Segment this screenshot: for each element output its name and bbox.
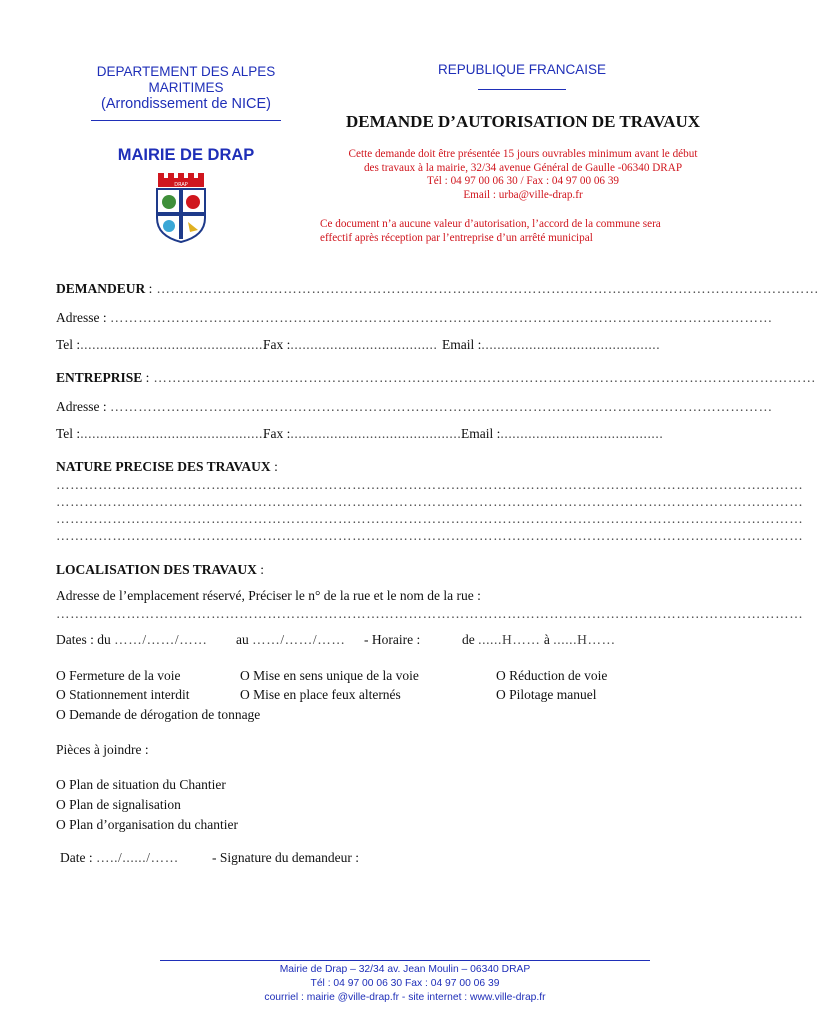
footer-line-3: courriel : mairie @ville-drap.fr - site internet : www.ville-drap.fr	[264, 992, 546, 1003]
email-link[interactable]: urba@ville-drap.fr	[498, 188, 583, 201]
department-line-1: DEPARTEMENT DES ALPES	[96, 64, 276, 79]
arrondissement: (Arrondissement de NICE)	[100, 96, 272, 112]
fax-label: Fax :	[263, 426, 291, 441]
horaire-label: - Horaire :	[364, 632, 421, 647]
demandeur-label: DEMANDEUR	[56, 281, 146, 296]
nature-line-2[interactable]: ……………………………………………………………………………………………………………………………………………	[56, 494, 804, 509]
notice-line-1: Cette demande doit être présentée 15 jours ouvrables minimum avant le début	[348, 148, 698, 160]
demandeur-email[interactable]: Email :.............................................	[442, 337, 661, 352]
demandeur-address-field[interactable]: ……………………………………………………………………………………………………………………………	[110, 310, 773, 325]
demandeur-row[interactable]: DEMANDEUR : ……………………………………………………………………………………………………………………………	[56, 281, 819, 296]
republique-block	[400, 62, 644, 90]
notice-line-2: des travaux à la mairie, 32/34 avenue Général de Gaulle -06340 DRAP	[363, 161, 683, 174]
demandeur-contact-row	[56, 337, 678, 355]
date-to[interactable]: au ……/……/……	[236, 632, 346, 647]
dates-row	[56, 632, 678, 650]
option-fermeture[interactable]: O Fermeture de la voie	[56, 668, 181, 683]
nature-line-3[interactable]: ……………………………………………………………………………………………………………………………………………	[56, 511, 804, 526]
option-stationnement[interactable]: O Stationnement interdit	[56, 687, 190, 702]
nature-line-1[interactable]: ……………………………………………………………………………………………………………………………………………	[56, 477, 804, 492]
mairie-title: MAIRIE DE DRAP	[117, 146, 255, 164]
fax-label: Fax :	[263, 337, 291, 352]
option-sens-unique[interactable]: O Mise en sens unique de la voie	[240, 668, 419, 683]
radio-icon[interactable]: O	[496, 668, 506, 683]
notice-email	[308, 189, 738, 203]
date-from[interactable]: Dates : du ……/……/……	[56, 632, 208, 647]
option-reduction[interactable]: O Réduction de voie	[496, 668, 608, 683]
page-title: DEMANDE D’AUTORISATION DE TRAVAUX	[345, 112, 701, 131]
email-prefix: Email :	[463, 188, 499, 201]
entreprise-email[interactable]: Email :.........................................	[461, 426, 664, 441]
tel-label: Tel :	[56, 426, 81, 441]
radio-icon[interactable]: O	[56, 707, 66, 722]
nature-label: NATURE PRECISE DES TRAVAUX	[56, 459, 271, 474]
footer-email-link[interactable]: mairie @ville-drap.fr	[306, 992, 400, 1003]
department-block	[80, 64, 292, 121]
coat-of-arms-icon	[152, 172, 210, 244]
entreprise-fax[interactable]: Fax :............................................	[263, 426, 466, 441]
notice-line-3: Tél : 04 97 00 06 30 / Fax : 04 97 00 06 39	[426, 175, 620, 187]
entreprise-tel[interactable]: Tel :...............................................	[56, 426, 268, 441]
signature-label: - Signature du demandeur :	[212, 850, 359, 865]
localisation-label: LOCALISATION DES TRAVAUX	[56, 562, 257, 577]
tel-label: Tel :	[56, 337, 81, 352]
piece-plan-situation[interactable]: O Plan de situation du Chantier	[56, 777, 226, 792]
crest-label: DRAP	[174, 182, 188, 188]
demandeur-field[interactable]: ……………………………………………………………………………………………………………………………	[152, 281, 819, 296]
option-pilotage[interactable]: O Pilotage manuel	[496, 687, 597, 702]
piece-plan-signalisation[interactable]: O Plan de signalisation	[56, 797, 181, 812]
localisation-heading: LOCALISATION DES TRAVAUX :	[56, 562, 264, 577]
radio-icon[interactable]: O	[56, 797, 66, 812]
radio-icon[interactable]: O	[56, 817, 66, 832]
option-derogation[interactable]: O Demande de dérogation de tonnage	[56, 707, 261, 722]
piece-plan-organisation[interactable]: O Plan d’organisation du chantier	[56, 817, 238, 832]
signature-date-label: Date :	[60, 850, 96, 865]
radio-icon[interactable]: O	[240, 687, 250, 702]
au-label: au	[236, 632, 249, 647]
radio-icon[interactable]: O	[240, 668, 250, 683]
a-label: à	[543, 632, 550, 647]
radio-icon[interactable]: O	[56, 777, 66, 792]
disclaimer-line-1: Ce document n’a aucune valeur d’autorisation, l’accord de la commune sera	[320, 218, 661, 230]
email-label: Email :	[442, 337, 482, 352]
footer-line-1: Mairie de Drap – 32/34 av. Jean Moulin – 06340 DRAP	[279, 964, 531, 975]
footer-line-2: Tél : 04 97 00 06 30 Fax : 04 97 00 06 39	[310, 978, 500, 989]
dates-label: Dates : du	[56, 632, 115, 647]
entreprise-address-field[interactable]: ……………………………………………………………………………………………………………………………	[110, 399, 773, 414]
submission-notice	[308, 148, 738, 202]
radio-icon[interactable]: O	[56, 668, 66, 683]
hours-field[interactable]: de ......H…… à ......H……	[462, 632, 616, 647]
email-label: Email :	[461, 426, 501, 441]
disclaimer-line-2: effectif après réception par l’entreprise d’un arrêté municipal	[320, 231, 593, 244]
republique-underline	[478, 89, 566, 90]
emplacement-field[interactable]: ……………………………………………………………………………………………………………………………………………	[56, 606, 804, 621]
entreprise-address-label: Adresse :	[56, 399, 110, 414]
pieces-title: Pièces à joindre :	[56, 742, 149, 757]
nature-line-4[interactable]: ……………………………………………………………………………………………………………………………………………	[56, 528, 804, 543]
footer-divider	[160, 960, 650, 961]
demandeur-fax[interactable]: Fax :.....................................	[263, 337, 438, 352]
entreprise-contact-row	[56, 426, 678, 444]
entreprise-label: ENTREPRISE	[56, 370, 143, 385]
demandeur-address-row[interactable]	[56, 310, 773, 326]
entreprise-row[interactable]: ENTREPRISE : ……………………………………………………………………………………………………………………………	[56, 370, 817, 385]
department-line-2: MARITIMES	[148, 80, 224, 95]
signature-date[interactable]: Date : …../....../……	[60, 850, 179, 865]
demandeur-tel[interactable]: Tel :...............................................	[56, 337, 268, 352]
de-label: de	[462, 632, 479, 647]
republique-label: REPUBLIQUE FRANCAISE	[437, 62, 607, 77]
nature-heading: NATURE PRECISE DES TRAVAUX :	[56, 459, 278, 474]
disclaimer	[320, 218, 730, 245]
footer-site: - site internet : www.ville-drap.fr	[399, 992, 546, 1003]
emplacement-label: Adresse de l’emplacement réservé, Préciser le n° de la rue et le nom de la rue :	[56, 588, 481, 603]
department-underline	[91, 120, 281, 121]
demandeur-address-label: Adresse :	[56, 310, 110, 325]
option-feux[interactable]: O Mise en place feux alternés	[240, 687, 401, 702]
radio-icon[interactable]: O	[496, 687, 506, 702]
entreprise-field[interactable]: ……………………………………………………………………………………………………………………………	[149, 370, 817, 385]
entreprise-address-row[interactable]	[56, 399, 773, 415]
footer	[160, 960, 650, 1005]
radio-icon[interactable]: O	[56, 687, 66, 702]
